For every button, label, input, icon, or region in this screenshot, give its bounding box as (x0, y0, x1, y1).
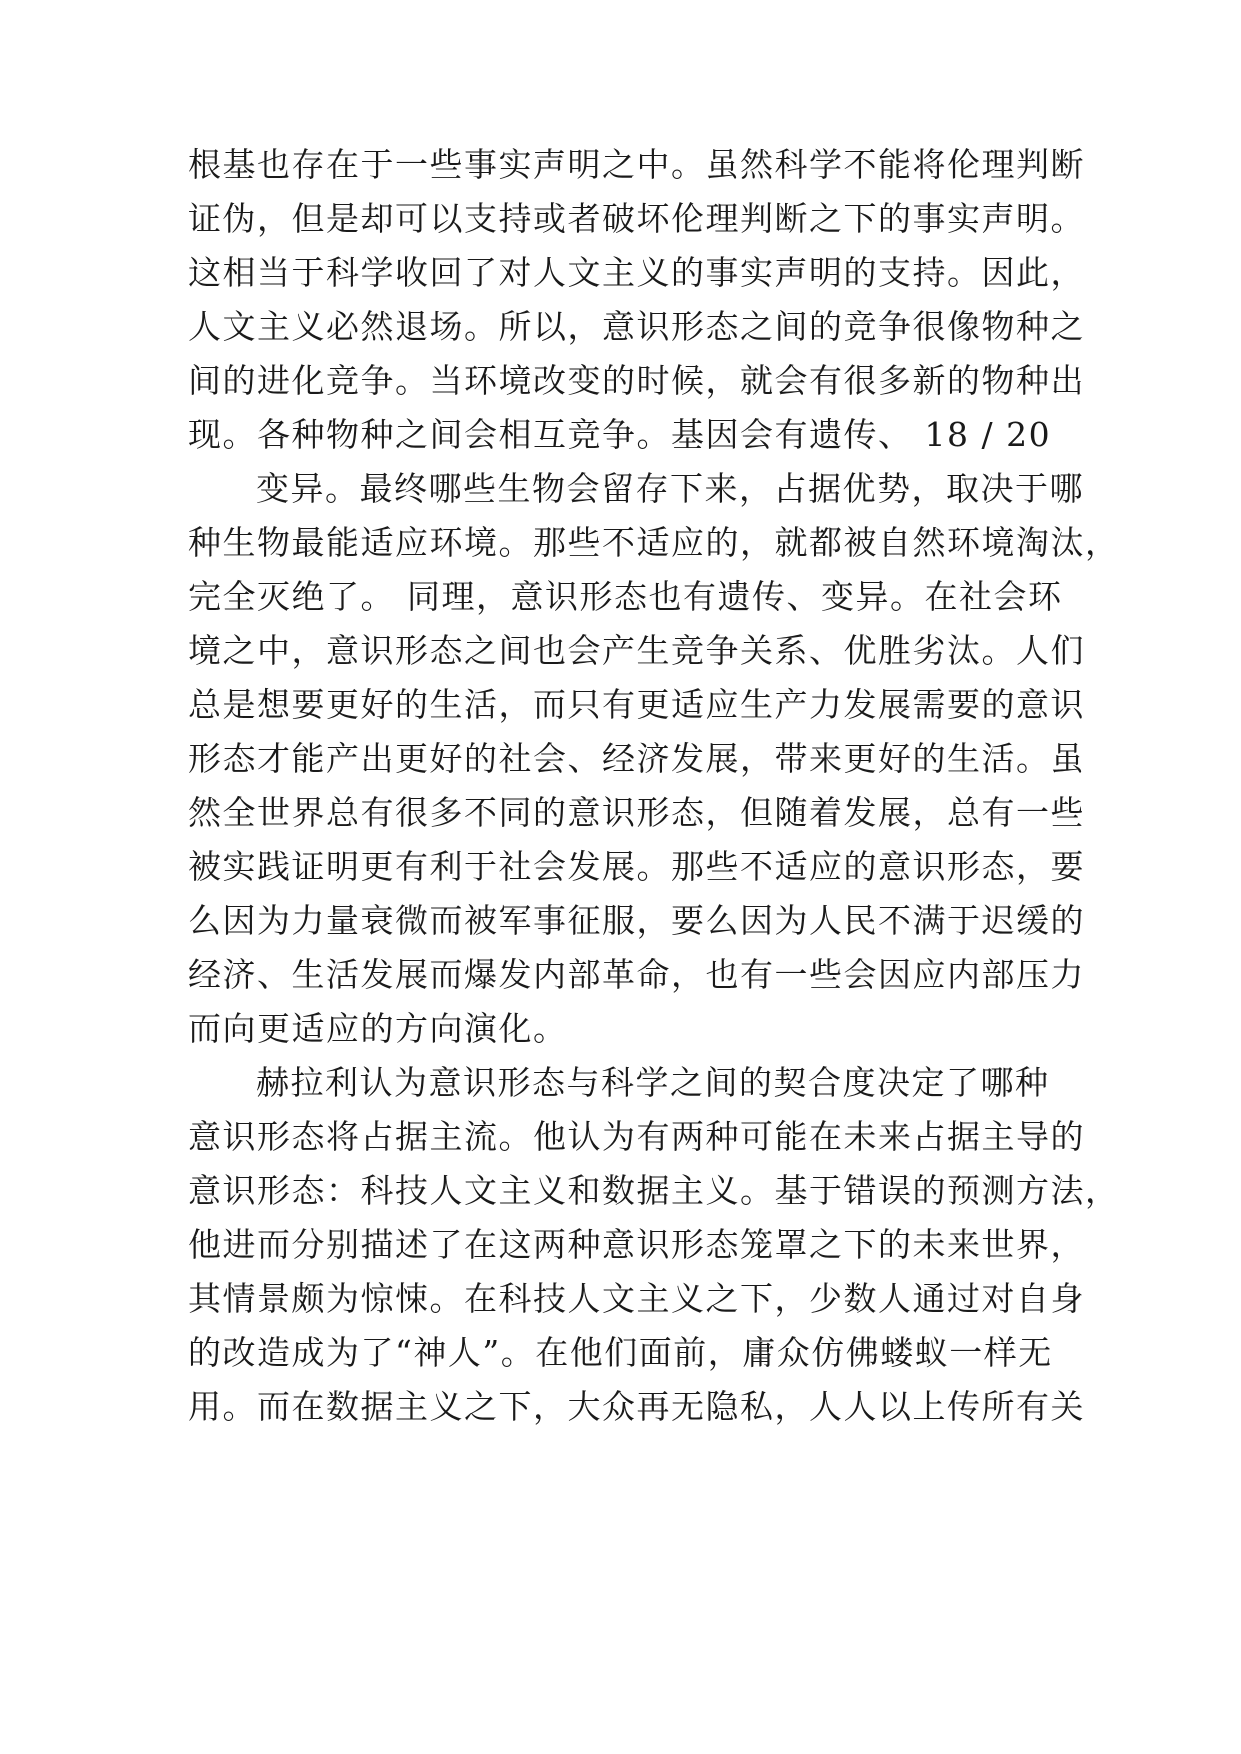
text-line: 证伪，但是却可以支持或者破坏伦理判断之下的事实声明。 (188, 199, 1085, 238)
text-line: 根基也存在于一些事实声明之中。虽然科学不能将伦理判断 (188, 145, 1085, 184)
text-line: 完全灭绝了。 同理，意识形态也有遗传、变异。在社会环 (188, 577, 1063, 616)
text-line: 他进而分别描述了在这两种意识形态笼罩之下的未来世界， (188, 1225, 1085, 1264)
text-line: 间的进化竞争。当环境改变的时候，就会有很多新的物种出 (188, 361, 1085, 400)
text-line: 的改造成为了“神人”。在他们面前，庸众仿佛蝼蚁一样无 (188, 1333, 1053, 1372)
text-line: 么因为力量衰微而被军事征服，要么因为人民不满于迟缓的 (188, 901, 1085, 940)
text-line: 赫拉利认为意识形态与科学之间的契合度决定了哪种 (256, 1063, 1050, 1102)
text-line: 境之中，意识形态之间也会产生竞争关系、优胜劣汰。人们 (188, 631, 1085, 670)
text-line: 经济、生活发展而爆发内部革命，也有一些会因应内部压力 (188, 955, 1085, 994)
text-line: 人文主义必然退场。所以，意识形态之间的竞争很像物种之 (188, 307, 1085, 346)
text-line: 总是想要更好的生活，而只有更适应生产力发展需要的意识 (188, 685, 1085, 724)
text-line: 种生物最能适应环境。那些不适应的，就都被自然环境淘汰， (188, 523, 1120, 562)
text-line: 意识形态将占据主流。他认为有两种可能在未来占据主导的 (188, 1117, 1085, 1156)
text-line: 变异。最终哪些生物会留存下来，占据优势，取决于哪 (256, 469, 1084, 508)
text-line: 然全世界总有很多不同的意识形态，但随着发展，总有一些 (188, 793, 1085, 832)
text-line: 被实践证明更有利于社会发展。那些不适应的意识形态，要 (188, 847, 1085, 886)
text-line: 这相当于科学收回了对人文主义的事实声明的支持。因此， (188, 253, 1085, 292)
text-line: 形态才能产出更好的社会、经济发展，带来更好的生活。虽 (188, 739, 1085, 778)
text-line: 其情景颇为惊悚。在科技人文主义之下，少数人通过对自身 (188, 1279, 1085, 1318)
text-line: 用。而在数据主义之下，大众再无隐私，人人以上传所有关 (188, 1387, 1085, 1426)
text-line: 意识形态：科技人文主义和数据主义。基于错误的预测方法， (188, 1171, 1120, 1210)
text-line: 而向更适应的方向演化。 (188, 1009, 568, 1048)
text-line: 现。各种物种之间会相互竞争。基因会有遗传、 18 / 20 (188, 415, 1052, 454)
